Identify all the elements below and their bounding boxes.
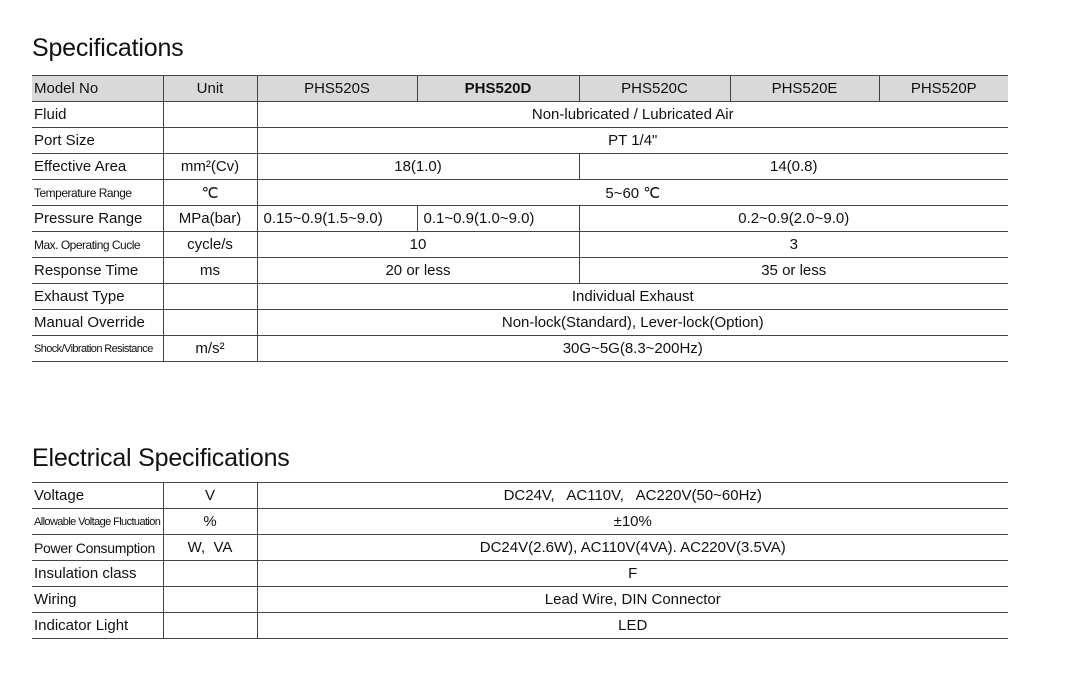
table-header-row [32,76,1008,102]
row-value: DC24V(2.6W), AC110V(4VA). AC220V(3.5VA) [257,535,1008,561]
table-row [32,336,1008,362]
table-row [32,587,1008,613]
row-unit: ℃ [163,180,257,206]
row-unit [163,587,257,613]
model-phs520p-header: PHS520P [879,76,1008,102]
row-unit: W, VA [163,535,257,561]
row-value: Lead Wire, DIN Connector [257,587,1008,613]
row-unit: V [163,483,257,509]
table-row [32,561,1008,587]
row-unit: cycle/s [163,232,257,258]
electrical-specifications-title: Electrical Specifications [32,444,290,472]
row-unit [163,310,257,336]
row-unit: m/s² [163,336,257,362]
row-label: Response Time [32,258,163,284]
row-value-cep: 0.2~0.9(2.0~9.0) [579,206,1008,232]
row-unit: ms [163,258,257,284]
table-row [32,535,1008,561]
row-value: LED [257,613,1008,639]
row-value: ±10% [257,509,1008,535]
row-value-sd: 10 [257,232,579,258]
table-row [32,613,1008,639]
table-row [32,128,1008,154]
row-label: Allowable Voltage Fluctuation [32,509,163,535]
row-value: F [257,561,1008,587]
row-value-d: 0.1~0.9(1.0~9.0) [417,206,579,232]
model-phs520e-header: PHS520E [730,76,879,102]
electrical-specifications-table [32,482,1008,639]
model-no-header: Model No [32,76,163,102]
row-value-s: 0.15~0.9(1.5~9.0) [257,206,417,232]
table-row [32,483,1008,509]
row-label: Wiring [32,587,163,613]
table-row [32,232,1008,258]
row-label: Fluid [32,102,163,128]
row-label: Max. Operating Cucle [32,232,163,258]
row-label: Power Consumption [32,535,163,561]
row-value: Individual Exhaust [257,284,1008,310]
table-row [32,102,1008,128]
row-label: Manual Override [32,310,163,336]
row-label: Insulation class [32,561,163,587]
row-value-sd: 20 or less [257,258,579,284]
table-row [32,310,1008,336]
row-value-cep: 3 [579,232,1008,258]
row-label: Effective Area [32,154,163,180]
row-unit: MPa(bar) [163,206,257,232]
model-phs520d-header: PHS520D [417,76,579,102]
table-row [32,154,1008,180]
row-unit: % [163,509,257,535]
unit-header: Unit [163,76,257,102]
row-unit [163,102,257,128]
model-phs520s-header: PHS520S [257,76,417,102]
row-value-cep: 35 or less [579,258,1008,284]
table-row [32,509,1008,535]
row-unit [163,561,257,587]
table-row [32,180,1008,206]
row-value: 30G~5G(8.3~200Hz) [257,336,1008,362]
row-label: Shock/Vibration Resistance [32,336,163,362]
row-label: Indicator Light [32,613,163,639]
row-unit [163,613,257,639]
row-value: 5~60 ℃ [257,180,1008,206]
row-value: PT 1/4" [257,128,1008,154]
row-label: Voltage [32,483,163,509]
table-row [32,284,1008,310]
row-unit: mm²(Cv) [163,154,257,180]
row-label: Temperature Range [32,180,163,206]
row-value: DC24V, AC110V, AC220V(50~60Hz) [257,483,1008,509]
row-value: Non-lock(Standard), Lever-lock(Option) [257,310,1008,336]
row-label: Port Size [32,128,163,154]
row-unit [163,128,257,154]
table-row [32,206,1008,232]
specifications-table [32,75,1008,362]
row-value: Non-lubricated / Lubricated Air [257,102,1008,128]
row-label: Pressure Range [32,206,163,232]
row-unit [163,284,257,310]
row-label: Exhaust Type [32,284,163,310]
model-phs520c-header: PHS520C [579,76,730,102]
row-value-cep: 14(0.8) [579,154,1008,180]
row-value-sd: 18(1.0) [257,154,579,180]
specifications-title: Specifications [32,34,184,62]
table-row [32,258,1008,284]
